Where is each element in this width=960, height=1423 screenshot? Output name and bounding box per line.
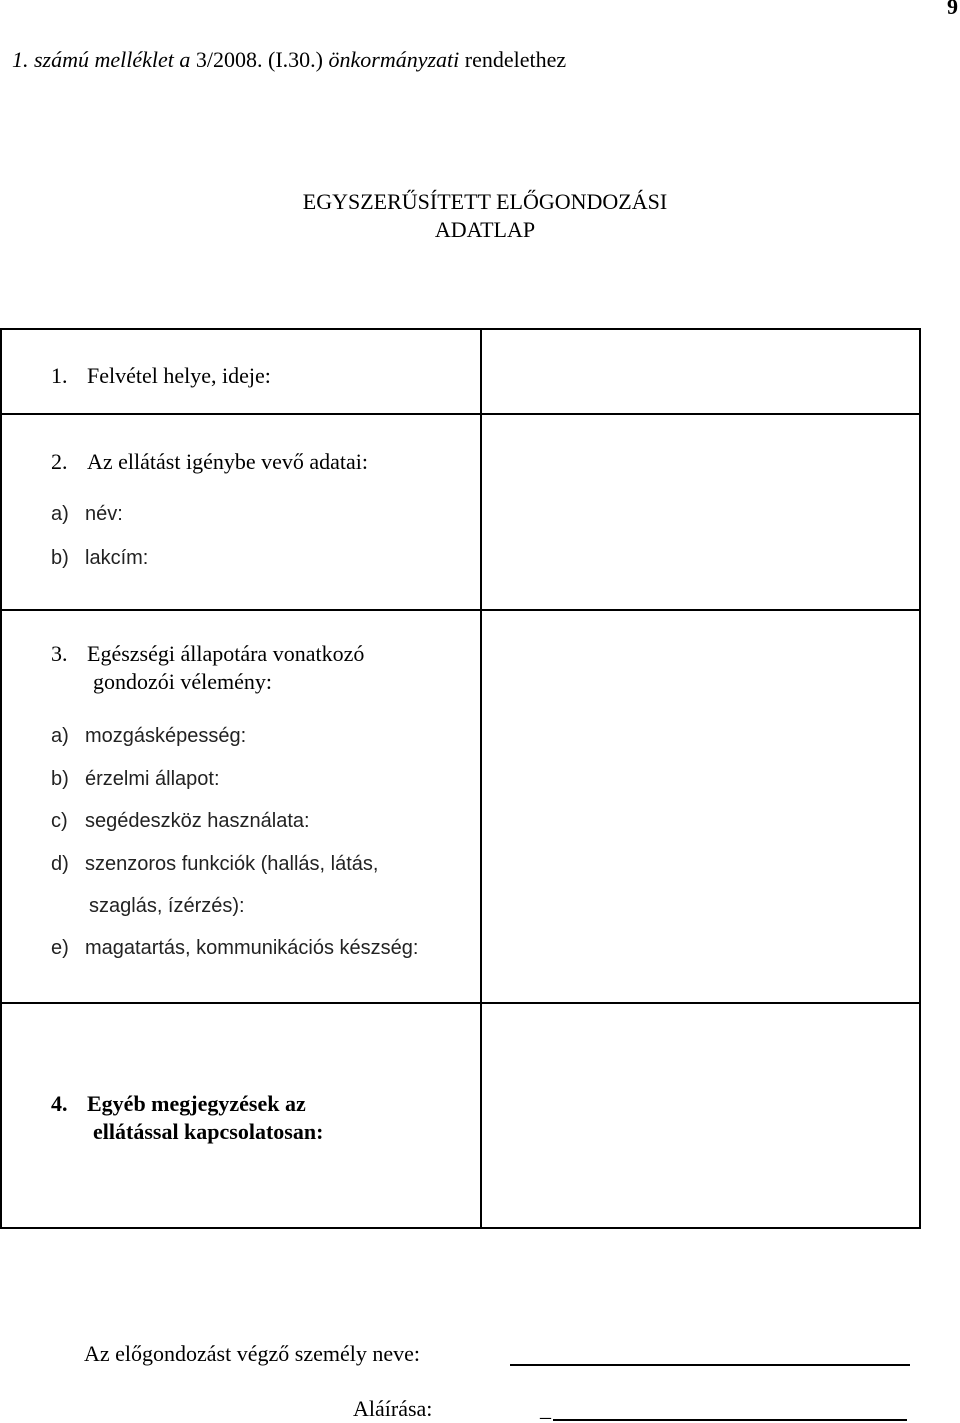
- section-2-item-address: b) lakcím:: [51, 547, 149, 569]
- section-3-item-e: e) magatartás, kommunikációs készség:: [51, 937, 419, 959]
- section-3-item-d-cont: szaglás, ízérzés):: [89, 895, 245, 917]
- row-section-4: [1, 1003, 920, 1228]
- signature-line[interactable]: [553, 1419, 907, 1421]
- section-3-item-d: d) szenzoros funkciók (hallás, látás,: [51, 853, 379, 875]
- examiner-name-line[interactable]: [510, 1364, 910, 1366]
- section-1-heading: 1. Felvétel helye, ideje:: [51, 363, 271, 388]
- section-3-heading-line2: gondozói vélemény:: [93, 669, 273, 694]
- section-2-label-cell: [1, 414, 481, 610]
- section-3-heading: 3. Egészségi állapotára vonatkozó: [51, 641, 365, 666]
- signature-label: Aláírása:: [353, 1396, 433, 1421]
- section-1-label-cell: [1, 329, 481, 414]
- header-plain-1: 3/2008. (I.30.): [195, 47, 329, 72]
- header-italic-1: 1. számú melléklet a: [12, 47, 196, 72]
- section-3-item-c: c) segédeszköz használata:: [51, 810, 310, 832]
- row-section-2: [1, 414, 920, 610]
- form-title-line2: ADATLAP: [434, 217, 536, 242]
- section-3-item-a: a) mozgásképesség:: [51, 725, 247, 747]
- section-3-item-b: b) érzelmi állapot:: [51, 768, 220, 790]
- section-2-heading: 2. Az ellátást igénybe vevő adatai:: [51, 449, 368, 474]
- form-title-line1: EGYSZERŰSÍTETT ELŐGONDOZÁSI: [302, 189, 668, 214]
- header-italic-2: önkormányzati: [328, 47, 465, 72]
- page-number: 9: [947, 0, 958, 19]
- section-3-input-cell[interactable]: [481, 610, 920, 1003]
- section-4-heading: 4. Egyéb megjegyzések az: [51, 1091, 306, 1116]
- section-4-label-cell: [1, 1003, 481, 1228]
- document-header: [12, 47, 566, 73]
- examiner-name-label: Az előgondozást végző személy neve:: [84, 1341, 420, 1366]
- section-3-label-cell: [1, 610, 481, 1003]
- section-1-input-cell[interactable]: [481, 329, 920, 414]
- section-4-input-cell[interactable]: [481, 1003, 920, 1228]
- header-plain-2: rendelethez: [464, 47, 567, 72]
- section-4-heading-line2: ellátással kapcsolatosan:: [93, 1119, 324, 1144]
- section-2-item-name: a) név:: [51, 503, 123, 525]
- signature-prefix: _: [540, 1396, 551, 1421]
- row-section-1: [1, 329, 920, 414]
- form-table: [0, 328, 921, 1229]
- row-section-3: [1, 610, 920, 1003]
- section-2-input-cell[interactable]: [481, 414, 920, 610]
